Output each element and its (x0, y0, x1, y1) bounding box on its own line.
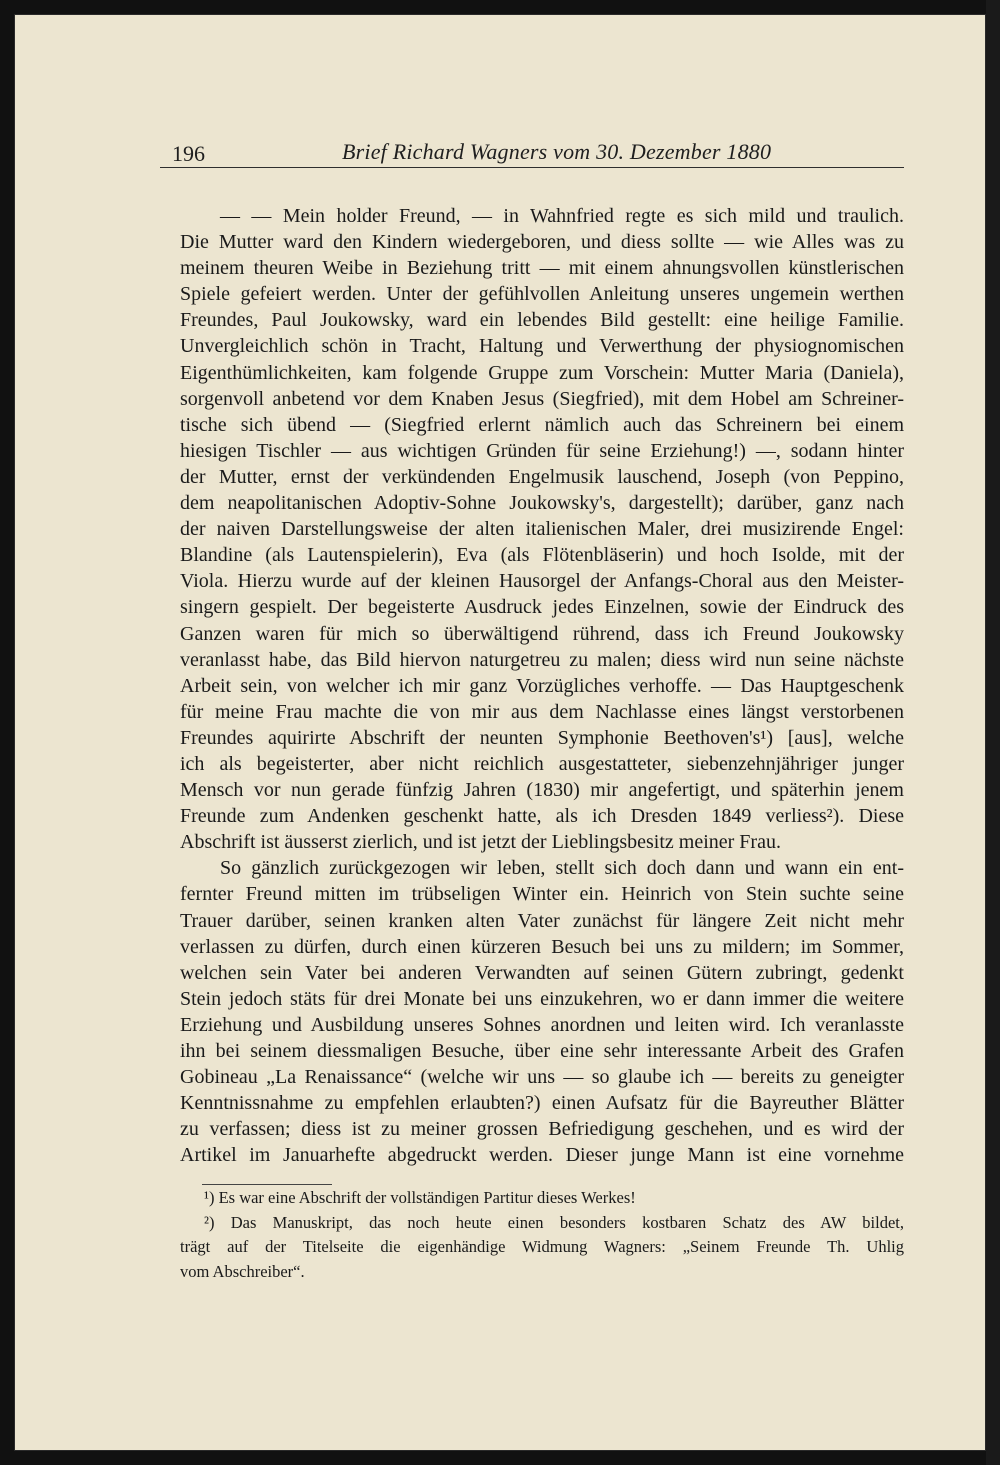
body-line: Trauer darüber, seinen kranken alten Vater zunächst für längere Zeit nicht mehr (180, 909, 904, 932)
body-line: Stein jedoch stäts für drei Monate bei uns einzukehren, wo er dann immer die weitere (180, 987, 904, 1010)
body-line: Gobineau „La Renaissance“ (welche wir uns — so glaube ich — bereits zu geneigter (180, 1066, 904, 1089)
body-line: welchen sein Vater bei anderen Verwandten auf seinen Gütern zubringt, gedenkt (180, 961, 904, 984)
body-line: Freundes, Paul Joukowsky, ward ein lebendes Bild gestellt: eine heilige Familie. (180, 309, 904, 332)
body-line: tische sich übend — (Siegfried erlernt nämlich auch das Schreinern bei einem (180, 413, 904, 436)
footnote-2-line-3: vom Abschreiber“. (180, 1261, 305, 1281)
body-line: dem neapolitanischen Adoptiv-Sohne Joukowsky's, dargestellt); darüber, ganz nach (180, 492, 904, 515)
body-line: zu verfassen; diess ist zu meiner grossen Befriedigung geschehen, und es wird der (180, 1118, 904, 1141)
body-line: für meine Frau machte die von mir aus dem Nachlasse eines längst verstorbenen (180, 700, 904, 723)
body-line: Spiele gefeiert werden. Unter der gefühlvollen Anleitung unseres ungemein werthen (180, 283, 904, 306)
footnote-1: ¹) Es war eine Abschrift der vollständigen Partitur dieses Werkes! (204, 1188, 636, 1207)
body-line: ich als begeisterter, aber nicht reichlich ausgestatteter, siebenzehnjähriger junger (180, 752, 904, 775)
body-line: Artikel im Januarhefte abgedruckt werden. Dieser junge Mann ist eine vornehme (180, 1144, 904, 1167)
page-number: 196 (172, 141, 205, 166)
body-line: So gänzlich zurückgezogen wir leben, stellt sich doch dann und wann ein ent- (220, 857, 904, 880)
running-title: Brief Richard Wagners vom 30. Dezember 1880 (342, 139, 772, 164)
body-line: Abschrift ist äusserst zierlich, und ist jetzt der Lieblingsbesitz meiner Frau. (180, 831, 781, 854)
body-line: Eigenthümlichkeiten, kam folgende Gruppe zum Vorschein: Mutter Maria (Daniela), (180, 361, 904, 384)
body-line: ihn bei seinem diessmaligen Besuche, über eine sehr interessante Arbeit des Grafen (180, 1040, 904, 1062)
body-line: Ganzen waren für mich so überwältigend rührend, dass ich Freund Joukowsky (180, 622, 904, 645)
body-line: verlassen zu dürfen, durch einen kürzeren Besuch bei uns zu mildern; im Sommer, (180, 935, 904, 958)
body-line: Viola. Hierzu wurde auf der kleinen Hausorgel der Anfangs-Choral aus den Meister- (180, 570, 904, 593)
body-line: hiesigen Tischler — aus wichtigen Gründen für seine Erziehung!) —, sodann hinter (180, 439, 904, 462)
body-line: sorgenvoll anbetend vor dem Knaben Jesus (Siegfried), mit dem Hobel am Schreiner- (180, 387, 904, 410)
body-line: Blandine (als Lautenspielerin), Eva (als Flötenbläserin) und hoch Isolde, mit der (180, 544, 904, 567)
body-line: der Mutter, ernst der verkündenden Engelmusik lauschend, Joseph (von Peppino, (180, 465, 904, 488)
body-line: Unvergleichlich schön in Tracht, Haltung und Verwerthung der physiognomischen (180, 335, 904, 358)
footnotes (180, 1186, 904, 1284)
scan-border (986, 0, 1000, 1465)
body-line: Erziehung und Ausbildung unseres Sohnes anordnen und leiten wird. Ich veranlasste (180, 1013, 904, 1036)
body-line: Die Mutter ward den Kindern wiedergeboren, und diess sollte — wie Alles was zu (180, 231, 904, 254)
body-line: Arbeit sein, von welcher ich mir ganz Vorzügliches verhoffe. — Das Hauptgeschenk (180, 674, 904, 697)
footnote-2-line-1: ²) Das Manuskript, das noch heute einen besonders kostbaren Schatz des AW bildet, (204, 1212, 904, 1232)
footnote-divider (202, 1184, 332, 1185)
body-line: veranlasst habe, das Bild hiervon naturgetreu zu malen; diess wird nun seine nächste (180, 648, 904, 671)
body-line: Freunde zum Andenken geschenkt hatte, als ich Dresden 1849 verliess²). Diese (180, 805, 904, 828)
body-line: Mensch vor nun gerade fünfzig Jahren (1830) mir angefertigt, und späterhin jenem (180, 779, 904, 802)
body-line: Freundes aquirirte Abschrift der neunten Symphonie Beethoven's¹) [aus], welche (180, 726, 904, 749)
running-header (160, 137, 904, 168)
footnote-2-line-2: trägt auf der Titelseite die eigenhändige Widmung Wagners: „Seinem Freunde Th. Uhlig (180, 1237, 904, 1256)
body-line: der naiven Darstellungsweise der alten italienischen Maler, drei musizirende Engel: (180, 518, 904, 541)
body-line: singern gespielt. Der begeisterte Ausdruck jedes Einzelnen, sowie der Eindruck des (180, 596, 904, 619)
letter-body (180, 203, 904, 1168)
body-line: — — Mein holder Freund, — in Wahnfried regte es sich mild und traulich. (220, 205, 904, 227)
body-line: meinem theuren Weibe in Beziehung tritt — mit einem ahnungsvollen künstlerischen (180, 257, 904, 280)
body-line: fernter Freund mitten im trübseligen Winter ein. Heinrich von Stein suchte seine (180, 883, 904, 906)
body-line: Kenntnissnahme zu empfehlen erlaubten?) einen Aufsatz für die Bayreuther Blätter (180, 1092, 904, 1115)
